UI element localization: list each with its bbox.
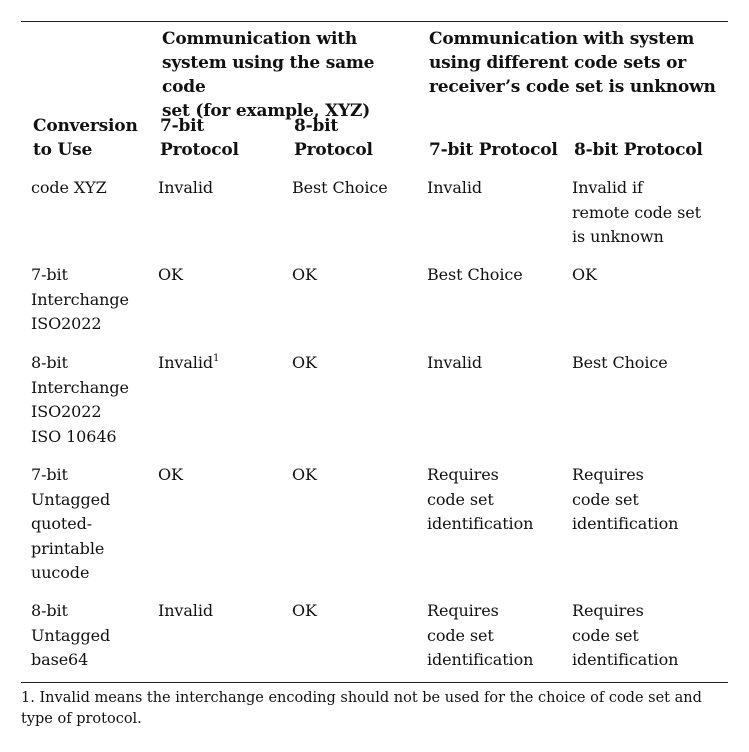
column-header-diff-7bit: 7-bit Protocol xyxy=(429,140,558,160)
group-header-same-code-set: Communication with system using the same code set (for example, XYZ) xyxy=(162,29,375,121)
cell-same-8bit: OK xyxy=(292,265,317,284)
cell-diff-8bit: Best Choice xyxy=(572,353,668,372)
footnote xyxy=(21,688,721,730)
column-header-conversion: Conversion to Use xyxy=(33,116,138,160)
cell-same-7bit-text: Invalid xyxy=(158,353,213,372)
cell-same-7bit xyxy=(158,176,288,201)
cell-conversion: code XYZ xyxy=(31,178,107,197)
cell-diff-8bit: Invalid if remote code set is unknown xyxy=(572,178,701,246)
table-bottom-rule xyxy=(21,682,728,683)
footnote-text: Invalid means the interchange encoding should not be used for the choice of code set and type of protocol. xyxy=(21,690,702,727)
cell-diff-7bit: Best Choice xyxy=(427,265,523,284)
column-header-diff-8bit: 8-bit Protocol xyxy=(574,140,703,160)
cell-diff-7bit: Invalid xyxy=(427,178,482,197)
footnote-number: 1. xyxy=(21,690,35,706)
cell-same-7bit xyxy=(158,263,288,288)
cell-conversion: 8-bit Interchange ISO2022 ISO 10646 xyxy=(31,353,129,446)
column-header-same-7bit: 7-bit Protocol xyxy=(160,116,239,160)
cell-diff-7bit: Requires code set identification xyxy=(427,601,534,669)
cell-diff-8bit: Requires code set identification xyxy=(572,601,679,669)
cell-same-8bit: OK xyxy=(292,353,317,372)
cell-same-7bit-text: Invalid xyxy=(158,601,213,620)
cell-same-7bit-text: Invalid xyxy=(158,178,213,197)
cell-diff-8bit: OK xyxy=(572,265,597,284)
cell-diff-7bit: Requires code set identification xyxy=(427,465,534,533)
cell-diff-8bit: Requires code set identification xyxy=(572,465,679,533)
cell-same-7bit xyxy=(158,599,288,624)
table-top-rule xyxy=(21,21,728,22)
cell-same-8bit: OK xyxy=(292,465,317,484)
cell-same-7bit-text: OK xyxy=(158,265,183,284)
group-header-different-code-sets: Communication with system using different code sets or receiver’s code set is unknown xyxy=(429,29,716,97)
cell-conversion: 7-bit Untagged quoted- printable uucode xyxy=(31,465,111,582)
cell-conversion: 8-bit Untagged base64 xyxy=(31,601,111,669)
column-header-same-8bit: 8-bit Protocol xyxy=(294,116,373,160)
cell-same-7bit xyxy=(158,351,288,376)
cell-conversion: 7-bit Interchange ISO2022 xyxy=(31,265,129,333)
cell-same-8bit: OK xyxy=(292,601,317,620)
footnote-reference: 1 xyxy=(212,353,220,364)
cell-same-7bit-text: OK xyxy=(158,465,183,484)
cell-same-8bit: Best Choice xyxy=(292,178,388,197)
cell-diff-7bit: Invalid xyxy=(427,353,482,372)
cell-same-7bit xyxy=(158,463,288,488)
